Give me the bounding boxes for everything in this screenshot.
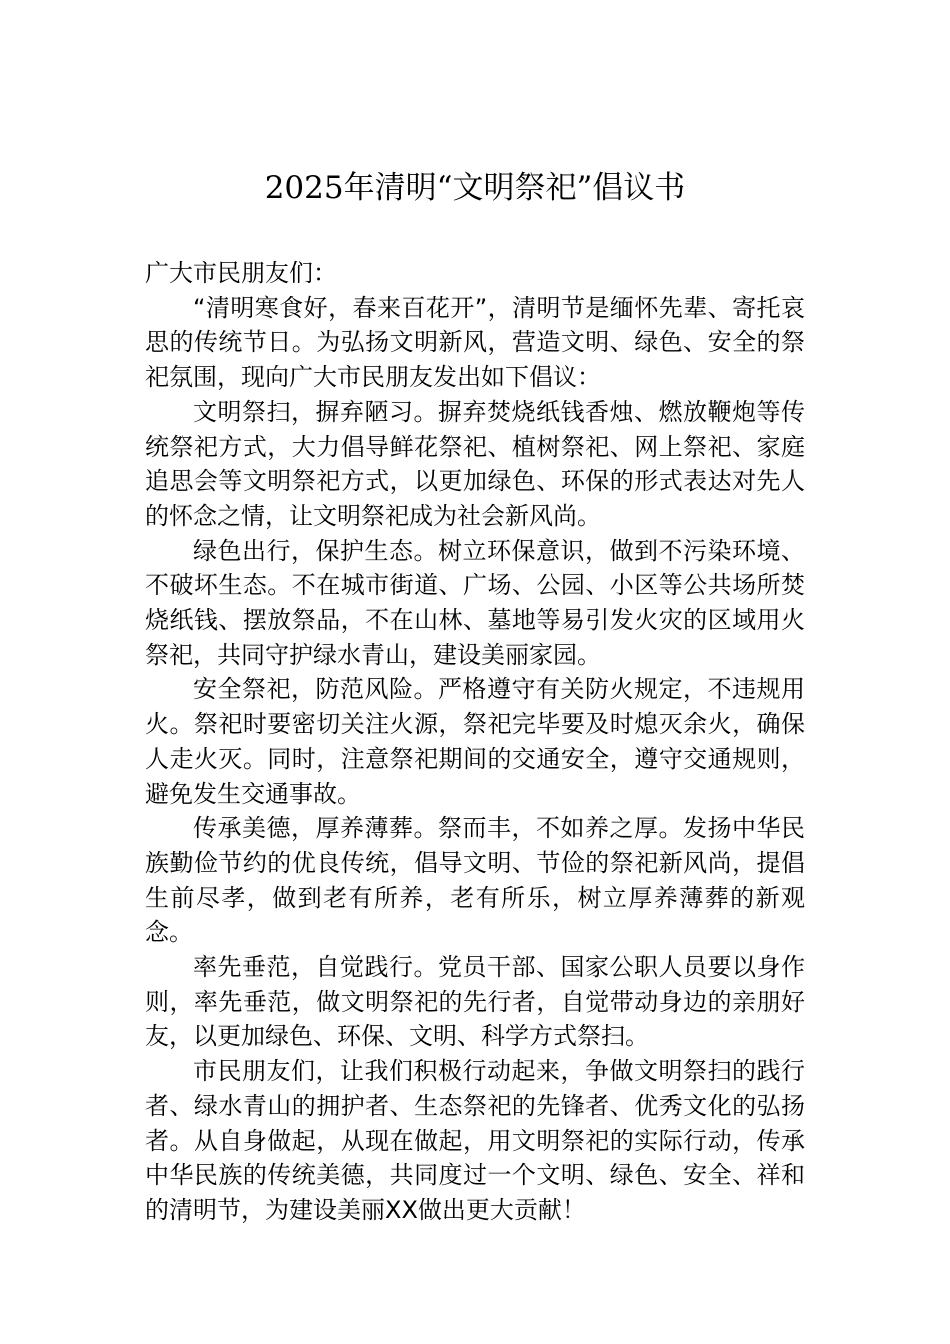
- paragraph-lead-by-example: 率先垂范，自觉践行。党员干部、国家公职人员要以身作则，率先垂范，做文明祭祀的先行者，自觉带动身边的亲朋好友，以更加绿色、环保、文明、科学方式祭扫。: [145, 953, 805, 1051]
- document-title: 2025年清明“文明祭祀”倡议书: [264, 170, 686, 206]
- paragraph-green-travel: 绿色出行，保护生态。树立环保意识，做到不污染环境、不破坏生态。不在城市街道、广场、公园、小区等公共场所焚烧纸钱、摆放祭品，不在山林、墓地等易引发火灾的区域用火祭祀，共同守护绿水青山，建设美丽家园。: [145, 536, 805, 669]
- paragraph-civilized-sweeping: 文明祭扫，摒弃陋习。摒弃焚烧纸钱香烛、燃放鞭炮等传统祭祀方式，大力倡导鲜花祭祀、植树祭祀、网上祭祀、家庭追思会等文明祭祀方式，以更加绿色、环保的形式表达对先人的怀念之情，让文明祭祀成为社会新风尚。: [145, 397, 805, 530]
- salutation: 广大市民朋友们：: [145, 259, 337, 287]
- paragraph-intro: “清明寒食好，春来百花开”，清明节是缅怀先辈、寄托哀思的传统节日。为弘扬文明新风，营造文明、绿色、安全的祭祀氛围，现向广大市民朋友发出如下倡议：: [145, 293, 805, 392]
- paragraph-closing: 市民朋友们，让我们积极行动起来，争做文明祭扫的践行者、绿水青山的拥护者、生态祭祀的先锋者、优秀文化的弘扬者。从自身做起，从现在做起，用文明祭祀的实际行动，传承中华民族的传统美德，共同度过一个文明、绿色、安全、祥和的清明节，为建设美丽XX做出更大贡献！: [145, 1057, 805, 1224]
- paragraph-safe-sacrifice: 安全祭祀，防范风险。严格遵守有关防火规定，不违规用火。祭祀时要密切关注火源，祭祀完毕要及时熄灭余火，确保人走火灭。同时，注意祭祀期间的交通安全，遵守交通规则，避免发生交通事故。: [145, 675, 805, 808]
- paragraph-inherit-virtue: 传承美德，厚养薄葬。祭而丰，不如养之厚。发扬中华民族勤俭节约的优良传统，倡导文明、节俭的祭祀新风尚，提倡生前尽孝，做到老有所养，老有所乐，树立厚养薄葬的新观念。: [145, 814, 805, 947]
- document-body: [145, 256, 805, 1228]
